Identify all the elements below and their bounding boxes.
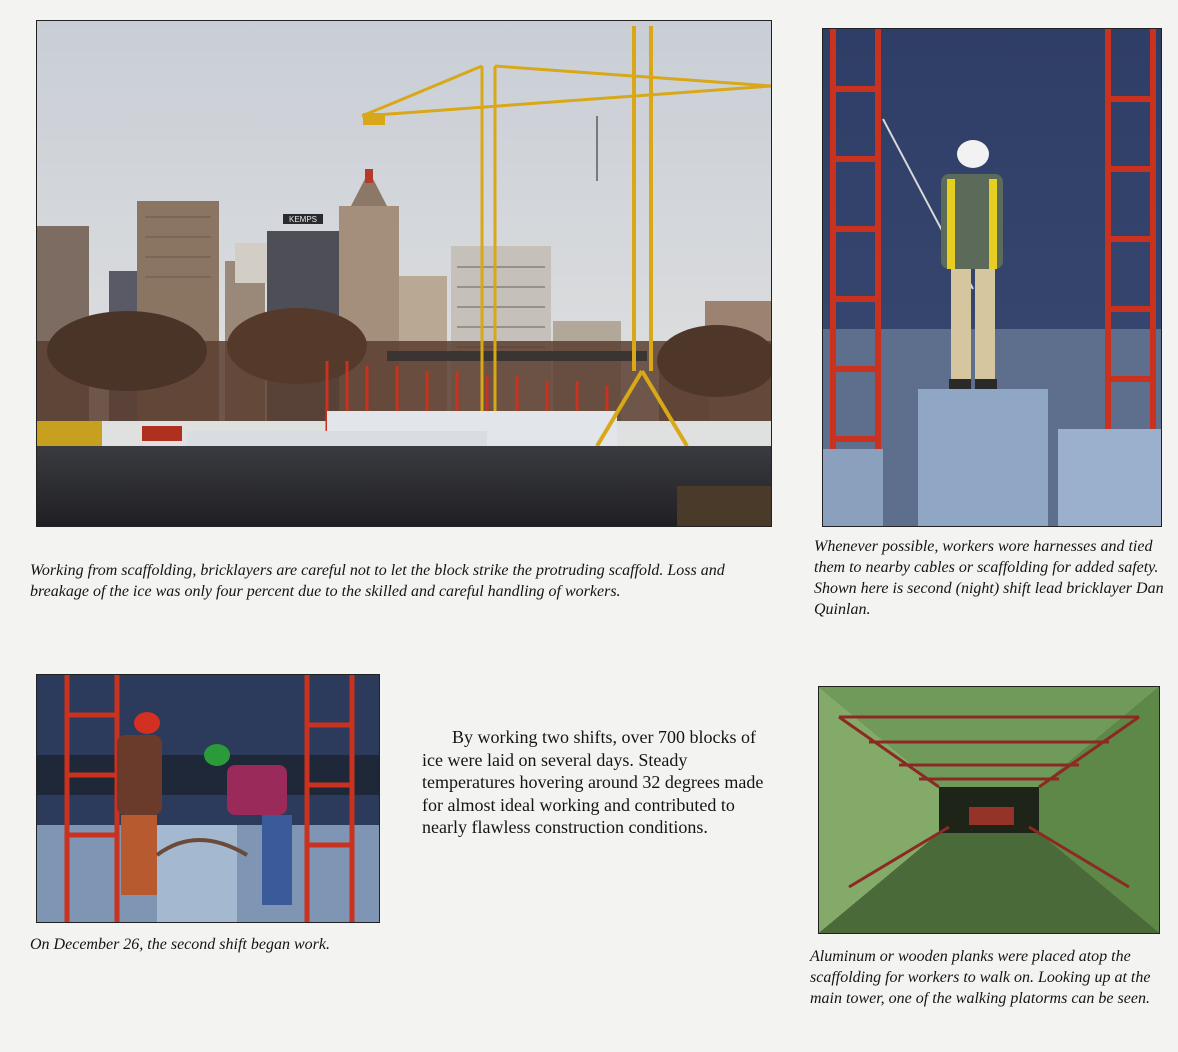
- body-text-block: [422, 726, 772, 839]
- caption-harness: Whenever possible, workers wore harnesses and tied them to nearby cables or scaffolding for added safety. Shown here is second (night) shift lead bricklayer Dan Quinlan.: [814, 538, 1164, 618]
- caption-skyline: Working from scaffolding, bricklayers are careful not to let the block strike the protruding scaffold. Loss and breakage of the ice was only four percent due to the skilled and careful handling of workers.: [30, 562, 725, 600]
- tunnel-scene: [819, 687, 1159, 933]
- caption-second-shift: On December 26, the second shift began work.: [30, 936, 330, 953]
- rooftop-sign-text: KEMPS: [288, 215, 318, 224]
- bridge: [387, 351, 647, 361]
- ground: [37, 446, 771, 526]
- worker-red-helmet: [117, 712, 162, 895]
- photo-scaffold-tunnel: [818, 686, 1160, 934]
- second-shift-scene: [37, 675, 379, 922]
- body-paragraph: By working two shifts, over 700 blocks of ice were laid on several days. Steady temperatures hovering around 32 degrees made for almost ideal working and contributed to nearly flawless construction conditions.: [422, 727, 764, 837]
- photo-skyline-cranes: [36, 20, 772, 527]
- harness-scene: [823, 29, 1161, 526]
- photo-worker-harness: [822, 28, 1162, 527]
- skyline-scene: [37, 21, 771, 526]
- photo-second-shift: [36, 674, 380, 923]
- ice-block-center: [918, 389, 1048, 526]
- caption-tunnel: Aluminum or wooden planks were placed atop the scaffolding for workers to walk on. Looking up at the main tower, one of the walking platorms can be seen.: [810, 948, 1151, 1007]
